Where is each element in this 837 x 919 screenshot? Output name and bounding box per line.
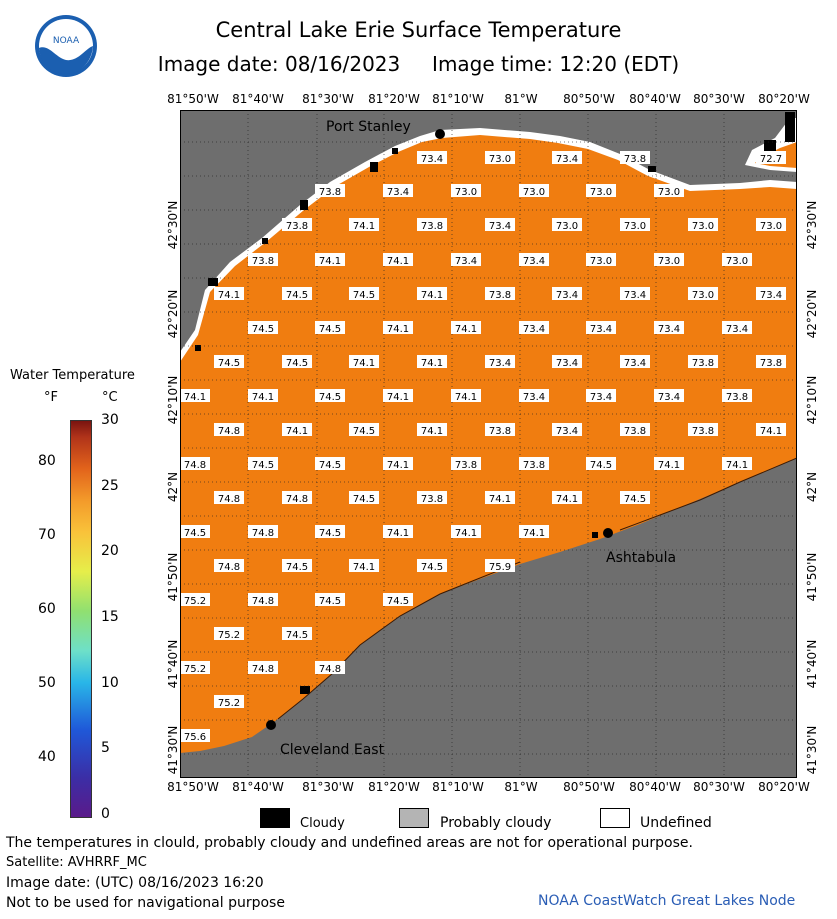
temperature-value: 73.8 [488,426,512,437]
temperature-value: 74.8 [251,596,275,607]
latitude-label: 42°N [166,471,180,503]
temperature-value: 74.8 [251,664,275,675]
temperature-value: 73.8 [522,460,546,471]
map-subtitle: Image date: 08/16/2023 Image time: 12:20 (EDT) [157,52,680,76]
temperature-value: 74.1 [386,324,410,335]
temperature-value: 74.1 [352,358,376,369]
longitude-label: 80°40'W [629,92,681,106]
longitude-label: 81°40'W [232,92,284,106]
temperature-value: 74.1 [420,290,444,301]
temperature-value: 73.4 [420,154,444,165]
temperature-value: 73.8 [623,154,647,165]
temperature-value: 74.5 [318,528,342,539]
temperature-value: 73.8 [725,392,749,403]
temperature-value: 73.0 [657,187,681,198]
colorbar-tick-celsius: 20 [101,543,119,560]
temperature-value: 73.4 [623,358,647,369]
temperature-value: 74.5 [386,596,410,607]
temperature-value: 75.9 [488,562,512,573]
temperature-value: 74.5 [623,494,647,505]
longitude-label: 81°10'W [432,780,484,794]
temperature-value: 73.0 [589,256,613,267]
temperature-value: 74.8 [183,460,207,471]
temperature-value: 74.5 [285,358,309,369]
ashtabula-marker [603,528,613,538]
temperature-value: 73.4 [386,187,410,198]
temperature-value: 74.1 [454,528,478,539]
latitude-label: 42°N [805,471,819,503]
temperature-value: 74.5 [589,460,613,471]
temperature-value: 73.0 [657,256,681,267]
temperature-value: 74.5 [318,596,342,607]
temperature-value: 73.8 [454,460,478,471]
lake-erie-temperature-map [180,110,797,778]
temperature-value: 72.7 [759,154,783,165]
temperature-value: 73.4 [725,324,749,335]
longitude-label: 81°50'W [167,92,219,106]
longitude-label: 81°W [504,780,538,794]
temperature-value: 73.4 [454,256,478,267]
temperature-value: 74.1 [285,426,309,437]
temperature-value: 73.0 [589,187,613,198]
swatch-cloudy [260,808,290,828]
longitude-label: 81°50'W [167,780,219,794]
temperature-value: 73.8 [420,221,444,232]
temperature-value: 73.0 [759,221,783,232]
legend-probably-cloudy-label: Probably cloudy [440,815,552,831]
map-title: Central Lake Erie Surface Temperature [215,18,622,42]
temperature-value: 73.8 [623,426,647,437]
temperature-value: 74.5 [217,358,241,369]
temperature-value: 73.4 [657,324,681,335]
latitude-label: 42°20'N [805,289,819,339]
temperature-value: 73.0 [555,221,579,232]
longitude-label: 81°W [504,92,538,106]
temperature-value: 73.4 [555,426,579,437]
longitude-label: 80°40'W [629,780,681,794]
temperature-value: 73.0 [488,154,512,165]
temperature-value: 74.1 [522,528,546,539]
temperature-value: 75.2 [217,698,241,709]
swatch-probably-cloudy [399,808,429,828]
temperature-value: 75.2 [217,630,241,641]
temperature-value: 73.4 [522,324,546,335]
temperature-value: 74.1 [386,392,410,403]
temperature-value: 74.1 [454,392,478,403]
latitude-label: 41°30'N [805,725,819,775]
longitude-label: 81°20'W [368,92,420,106]
temperature-value: 74.5 [285,630,309,641]
temperature-value: 73.8 [691,426,715,437]
temperature-value: 73.4 [555,290,579,301]
temperature-value: 73.0 [691,290,715,301]
temperature-value: 74.8 [217,562,241,573]
latitude-label: 42°20'N [166,289,180,339]
colorbar-tick-fahrenheit: 40 [38,749,56,765]
colorbar-tick-celsius: 15 [101,609,119,625]
temperature-value: 73.4 [623,290,647,301]
temperature-value: 74.1 [657,460,681,471]
temperature-value: 74.1 [420,426,444,437]
colorbar-tick-fahrenheit: 60 [38,601,56,617]
temperature-value: 73.4 [522,392,546,403]
longitude-label: 80°30'W [693,780,745,794]
footer-satellite: Satellite: AVHRRF_MC [6,855,147,870]
temperature-value: 73.8 [420,494,444,505]
temperature-value: 74.1 [386,460,410,471]
latitude-label: 42°30'N [166,200,180,250]
longitude-label: 80°20'W [758,92,810,106]
latitude-label: 42°10'N [805,375,819,425]
temperature-value: 74.1 [318,256,342,267]
temperature-value: 74.5 [285,562,309,573]
cleveland-east-marker [266,720,276,730]
legend-undefined-label: Undefined [640,815,712,831]
longitude-label: 81°30'W [302,92,354,106]
colorbar-tick-fahrenheit: 70 [38,527,56,543]
temperature-value: 73.4 [488,221,512,232]
temperature-value: 74.1 [352,562,376,573]
temperature-value: 74.8 [217,426,241,437]
temperature-value: 74.1 [759,426,783,437]
colorbar-tick-celsius: 30 [101,412,119,428]
port-stanley-marker [435,129,445,139]
latitude-label: 41°40'N [805,639,819,689]
temperature-value: 73.4 [589,324,613,335]
colorbar-title: Water Temperature [10,368,135,383]
latitude-label: 41°50'N [166,552,180,602]
temperature-value: 74.1 [488,494,512,505]
colorbar-tick-fahrenheit: 80 [38,453,56,469]
place-port-stanley: Port Stanley [326,119,411,135]
temperature-value: 74.1 [217,290,241,301]
temperature-value: 73.4 [488,358,512,369]
temperature-value: 74.1 [386,528,410,539]
temperature-value: 73.4 [555,154,579,165]
temperature-value: 74.1 [420,358,444,369]
temperature-value: 74.5 [318,392,342,403]
longitude-label: 81°40'W [232,780,284,794]
longitude-label: 81°10'W [432,92,484,106]
temperature-value: 73.4 [522,256,546,267]
temperature-value: 75.6 [183,732,207,743]
temperature-value: 73.8 [285,221,309,232]
temperature-value: 74.1 [352,221,376,232]
temperature-value: 73.8 [251,256,275,267]
temperature-value: 74.1 [725,460,749,471]
temperature-value: 74.1 [386,256,410,267]
unit-celsius: °C [102,390,118,405]
temperature-value: 73.0 [725,256,749,267]
temperature-value: 75.2 [183,664,207,675]
colorbar-tick-fahrenheit: 50 [38,675,56,691]
temperature-value: 73.4 [555,358,579,369]
longitude-label: 80°20'W [758,780,810,794]
longitude-label: 81°30'W [302,780,354,794]
temperature-value: 73.8 [691,358,715,369]
longitude-label: 81°20'W [368,780,420,794]
temperature-value: 74.5 [352,426,376,437]
longitude-label: 80°50'W [563,780,615,794]
latitude-label: 41°30'N [166,725,180,775]
unit-fahrenheit: °F [44,390,58,405]
temperature-value: 74.8 [285,494,309,505]
temperature-value: 73.0 [691,221,715,232]
place-cleveland-east: Cleveland East [280,742,385,758]
footer-credit: NOAA CoastWatch Great Lakes Node [538,893,796,909]
temperature-value: 74.1 [454,324,478,335]
temperature-value: 74.5 [285,290,309,301]
temperature-value: 73.0 [454,187,478,198]
legend-cloudy-label: Cloudy [300,816,345,831]
colorbar-tick-celsius: 10 [101,674,119,691]
colorbar-tick-celsius: 25 [101,477,119,494]
temperature-value: 74.5 [318,324,342,335]
temperature-value: 73.8 [759,358,783,369]
footer-navigation-warning: Not to be used for navigational purpose [6,895,285,911]
temperature-value: 73.4 [589,392,613,403]
svg-text:NOAA: NOAA [52,36,80,46]
latitude-label: 41°40'N [166,639,180,689]
latitude-label: 42°10'N [166,375,180,425]
colorbar [70,420,92,818]
temperature-value: 74.5 [183,528,207,539]
temperature-value: 74.5 [352,494,376,505]
temperature-value: 73.8 [488,290,512,301]
colorbar-tick-celsius: 0 [101,806,110,822]
colorbar-tick-celsius: 5 [101,740,110,757]
temperature-value: 74.8 [318,664,342,675]
temperature-value: 74.8 [217,494,241,505]
swatch-undefined [600,808,630,828]
temperature-value: 74.5 [251,460,275,471]
longitude-label: 80°30'W [693,92,745,106]
footer-utc-date: Image date: (UTC) 08/16/2023 16:20 [6,875,264,891]
temperature-value: 73.0 [623,221,647,232]
temperature-value: 74.5 [352,290,376,301]
latitude-label: 42°30'N [805,200,819,250]
temperature-value: 74.8 [251,528,275,539]
longitude-label: 80°50'W [563,92,615,106]
footer-note: The temperatures in clould, probably cloudy and undefined areas are not for operational purpose. [6,835,693,851]
temperature-value: 75.2 [183,596,207,607]
temperature-value: 74.5 [251,324,275,335]
temperature-value: 74.5 [318,460,342,471]
temperature-value: 73.4 [759,290,783,301]
temperature-value: 73.0 [522,187,546,198]
temperature-value: 74.5 [420,562,444,573]
temperature-value: 73.8 [318,187,342,198]
temperature-value: 74.1 [251,392,275,403]
temperature-value: 73.4 [657,392,681,403]
temperature-value: 74.1 [555,494,579,505]
latitude-label: 41°50'N [805,552,819,602]
place-ashtabula: Ashtabula [606,550,677,566]
temperature-value: 74.1 [183,392,207,403]
